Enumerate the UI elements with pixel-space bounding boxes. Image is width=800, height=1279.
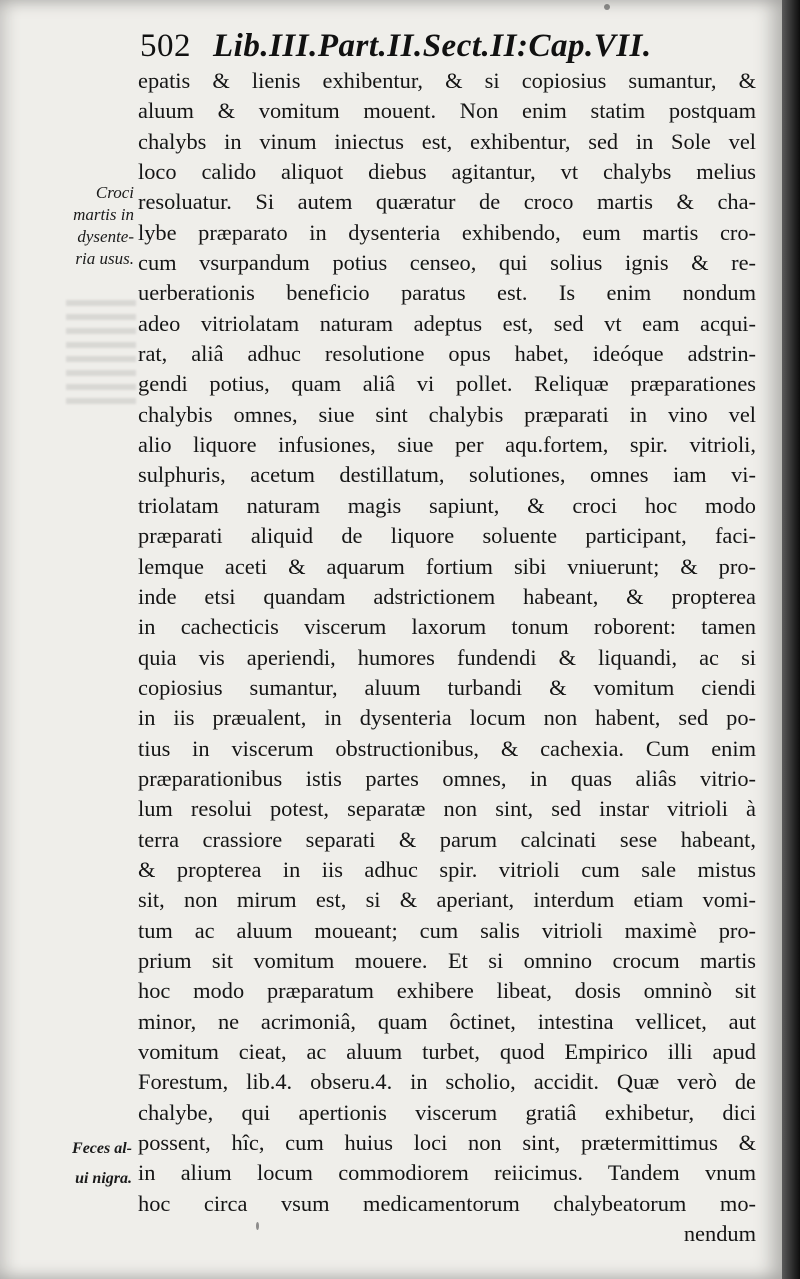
text-line: rat, aliâ adhuc resolutione opus habet, ideóque adstrin- <box>138 341 756 367</box>
text-line: resoluatur. Si autem quæratur de croco martis & cha- <box>138 189 756 215</box>
text-line: Forestum, lib.4. obseru.4. in scholio, accidit. Quæ verò de <box>138 1069 756 1095</box>
margin-note-line: ria usus. <box>75 249 134 268</box>
text-line: in cachecticis viscerum laxorum tonum roborent: tamen <box>138 614 756 640</box>
text-line: in iis præualent, in dysenteria locum non habent, sed po- <box>138 705 756 731</box>
text-line: lemque aceti & aquarum fortium sibi vniuerunt; & pro- <box>138 553 756 579</box>
text-line: chalybe, qui apertionis viscerum gratiâ exhibetur, dici <box>138 1099 756 1125</box>
text-line: præparationibus istis partes omnes, in quas aliâs vitrio- <box>138 765 756 791</box>
text-line: hoc circa vsum medicamentorum chalybeatorum mo- <box>138 1190 756 1216</box>
text-line: lybe præparato in dysenteria exhibendo, eum martis cro- <box>138 219 756 245</box>
margin-note-line: martis in <box>73 205 134 224</box>
margin-note-line: ui nigra. <box>75 1170 132 1187</box>
text-line: in alium locum commodiorem reiicimus. Tandem vnum <box>138 1160 756 1186</box>
text-line: nendum <box>683 1221 756 1247</box>
text-line: vomitum cieat, ac aluum turbet, quod Empirico illi apud <box>138 1039 756 1064</box>
text-line: præparati aliquid de liquore soluente participant, faci- <box>138 523 756 549</box>
text-line: cum vsurpandum potius censeo, qui solius ignis & re- <box>138 250 756 276</box>
text-line: uerberationis beneficio paratus est. Is enim nondum <box>138 280 756 306</box>
margin-note-croci <box>62 182 134 270</box>
margin-note-line: dysente- <box>77 227 134 246</box>
text-line: sit, non mirum est, si & aperiant, interdum etiam vomi- <box>138 887 756 913</box>
text-line: adeo vitriolatam naturam adeptus est, sed vt eam acqui- <box>138 310 756 336</box>
text-line: triolatam naturam magis sapiunt, & croci hoc modo <box>138 492 756 518</box>
text-line: sulphuris, acetum destillatum, solutiones, omnes iam vi- <box>138 462 756 488</box>
text-line: lum resolui potest, separatæ non sint, sed instar vitrioli à <box>138 796 756 822</box>
text-line: gendi potius, quam aliâ vi pollet. Reliquæ præparationes <box>138 371 756 397</box>
text-line: aluum & vomitum mouent. Non enim statim postquam <box>138 98 756 124</box>
ink-spot <box>604 4 610 10</box>
running-title: Lib.III.Part.II.Sect.II:Cap.VII. <box>213 28 652 64</box>
margin-note-line: Croci <box>95 183 134 202</box>
text-line: minor, ne acrimoniâ, quam ôctinet, intestina vellicet, aut <box>138 1008 756 1034</box>
text-line: loco calido aliquot diebus agitantur, vt chalybs melius <box>138 159 756 185</box>
text-line: terra crassiore separati & parum calcinati sese habeant, <box>138 826 756 852</box>
bleed-through-stain <box>66 300 136 410</box>
text-line: inde etsi quandam adstrictionem habeant, & propterea <box>138 583 756 609</box>
text-line: quia vis aperiendi, humores fundendi & liquandi, ac si <box>138 644 756 670</box>
page-number: 502 <box>140 28 191 64</box>
text-line: chalybis omnes, siue sint chalybis præparati in vino vel <box>138 401 756 427</box>
text-line: chalybs in vinum iniectus est, exhibentur, sed in Sole vel <box>138 128 756 154</box>
text-line: hoc modo præparatum exhibere libeat, dosis omninò sit <box>138 978 756 1004</box>
text-line: tius in viscerum obstructionibus, & cachexia. Cum enim <box>138 735 756 761</box>
text-line: alio liquore infusiones, siue per aqu.fortem, spir. vitrioli, <box>138 432 756 458</box>
text-line: tum ac aluum moueant; cum salis vitrioli maximè pro- <box>138 917 756 943</box>
text-line: epatis & lienis exhibentur, & si copiosius sumantur, & <box>138 68 756 93</box>
ink-spot <box>256 1222 259 1230</box>
page-edge-shadow <box>782 0 800 1279</box>
text-line: possent, hîc, cum huius loci non sint, prætermittimus & <box>138 1130 756 1156</box>
text-line: prium sit vomitum mouere. Et si omnino crocum martis <box>138 947 756 973</box>
body-text <box>138 66 756 1249</box>
text-line: copiosius sumantur, aluum turbandi & vomitum ciendi <box>138 674 756 700</box>
margin-note-line: Feces al- <box>72 1140 132 1157</box>
margin-note-feces <box>40 1134 132 1194</box>
text-line: & propterea in iis adhuc spir. vitrioli cum sale mistus <box>138 856 756 882</box>
